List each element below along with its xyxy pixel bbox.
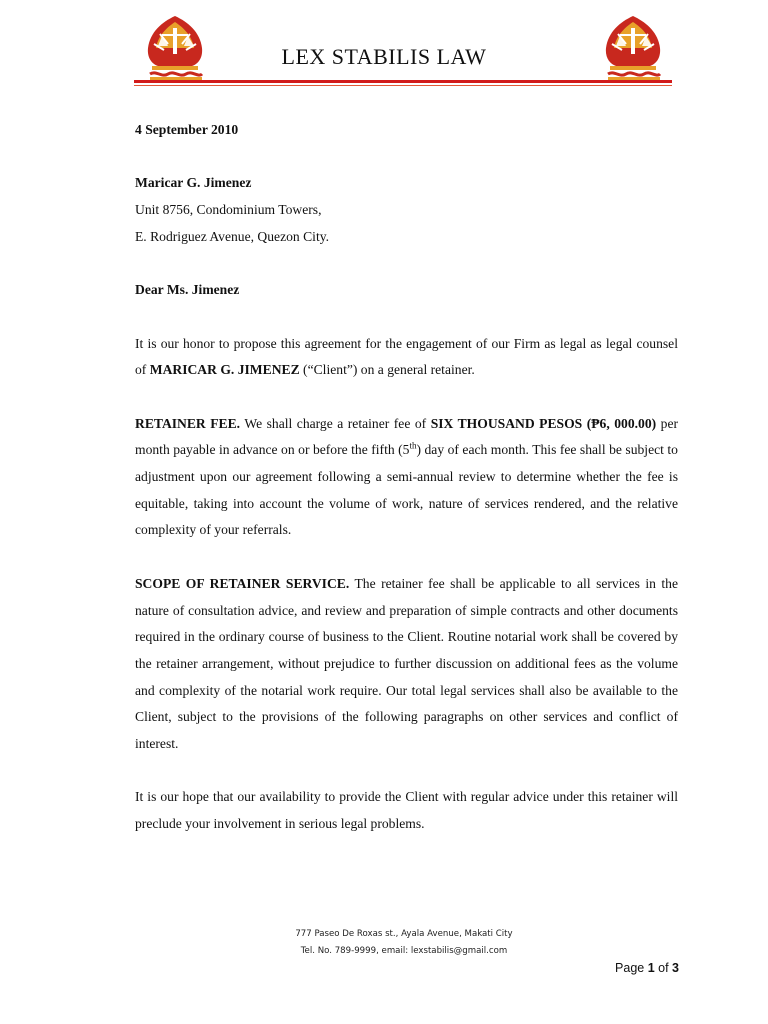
letterhead-rule [134,80,672,83]
scope-heading: SCOPE OF RETAINER SERVICE. [135,575,350,591]
recipient-name: Maricar G. Jimenez [135,175,252,191]
intro-paragraph: It is our honor to propose this agreement for the engagement of our Firm as legal as legal counsel of MARICAR G. JIMENEZ (“Client”) on a general retainer. [135,335,678,378]
retainer-fee-heading: RETAINER FEE. [135,415,241,431]
firm-name: LEX STABILIS LAW [281,44,487,69]
client-name: MARICAR G. JIMENEZ [149,362,300,378]
retainer-fee-amount: SIX THOUSAND PESOS (₱6, 000.00) [430,415,657,431]
letter-body [135,117,678,838]
closing-paragraph: It is our hope that our availability to provide the Client with regular advice under this retainer will preclude your involvement in serious legal problems. [135,789,678,832]
footer-contact: Tel. No. 789-9999, email: lexstabilis@gmail.com [300,946,508,956]
recipient-address-line2: E. Rodriguez Avenue, Quezon City. [135,228,330,244]
recipient-address-line1: Unit 8756, Condominium Towers, [135,202,322,218]
letterhead-rule-thin [134,85,672,86]
scope-paragraph: SCOPE OF RETAINER SERVICE. The retainer fee shall be applicable to all services in the nature of consultation advice, and review and preparation of simple contracts and other documents required in the ordinary course of business to the Client. Routine notarial work shall be covered by the retainer arrangement, without prejudice to further discussion on additional fees as the volume and complexity of the notarial work require. Our total legal services shall also be available to the Client, subject to the provisions of the following paragraphs on other services and conflict of interest. [135,575,678,752]
letter-date: 4 September 2010 [135,122,239,137]
scales-of-justice-emblem-icon [598,14,668,82]
page-number: Page 1 of 3 [615,961,679,975]
salutation: Dear Ms. Jimenez [135,282,240,298]
footer-address: 777 Paseo De Roxas st., Ayala Avenue, Makati City [295,929,513,939]
retainer-fee-paragraph: RETAINER FEE. We shall charge a retainer fee of SIX THOUSAND PESOS (₱6, 000.00) per month payable in advance on or before the fifth (5th) day of each month. This fee shall be subject to adjustment upon our agreement following a semi-annual review to determine whether the fee is equitable, taking into account the volume of work, nature of services rendered, and the relative complexity of your referrals. [135,415,679,538]
